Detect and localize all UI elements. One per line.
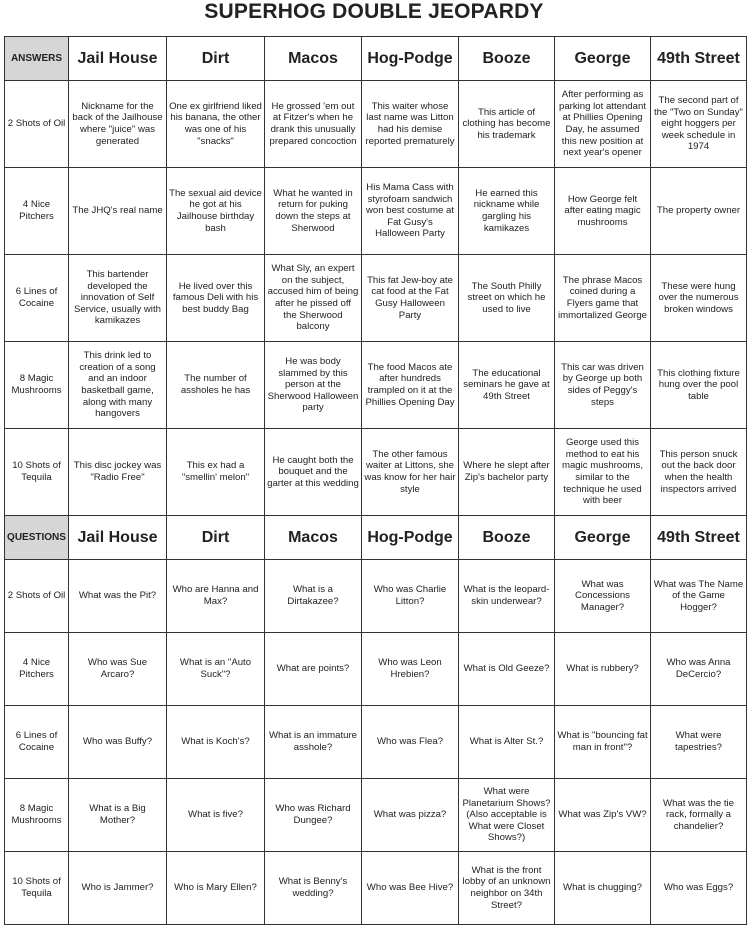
answers-row-label: 10 Shots of Tequila <box>5 429 69 516</box>
question-cell: What is the leopard-skin underwear? <box>459 560 555 633</box>
question-cell: What were Planetarium Shows? (Also acceptable is What were Closet Shows?) <box>459 779 555 852</box>
answer-cell: The educational seminars he gave at 49th Street <box>459 342 555 429</box>
question-cell: Who was Richard Dungee? <box>265 779 362 852</box>
question-cell: What was the tie rack, formally a chandelier? <box>651 779 747 852</box>
questions-category-header: Dirt <box>167 516 265 560</box>
question-cell: What is rubbery? <box>555 633 651 706</box>
answer-cell: This person snuck out the back door when the health inspectors arrived <box>651 429 747 516</box>
questions-row <box>5 560 747 633</box>
question-cell: What is Koch's? <box>167 706 265 779</box>
answer-cell: He was body slammed by this person at the Sherwood Halloween party <box>265 342 362 429</box>
answer-cell: This car was driven by George up both sides of Peggy's steps <box>555 342 651 429</box>
question-cell: Who are Hanna and Max? <box>167 560 265 633</box>
questions-row <box>5 706 747 779</box>
question-cell: Who was Flea? <box>362 706 459 779</box>
answer-cell: He lived over this famous Deli with his best buddy Bag <box>167 255 265 342</box>
questions-row-label: 10 Shots of Tequila <box>5 852 69 925</box>
questions-category-header: Macos <box>265 516 362 560</box>
questions-category-header: Hog-Podge <box>362 516 459 560</box>
question-cell: What is a Big Mother? <box>69 779 167 852</box>
answers-row <box>5 81 747 168</box>
question-cell: What is five? <box>167 779 265 852</box>
question-cell: What were tapestries? <box>651 706 747 779</box>
questions-corner-label: QUESTIONS <box>5 516 69 560</box>
answer-cell: The other famous waiter at Littons, she was know for her hair style <box>362 429 459 516</box>
answers-category-header: George <box>555 37 651 81</box>
question-cell: What was Zip's VW? <box>555 779 651 852</box>
questions-category-header: Booze <box>459 516 555 560</box>
question-cell: What is a Dirtakazee? <box>265 560 362 633</box>
questions-category-header: Jail House <box>69 516 167 560</box>
page-title: SUPERHOG DOUBLE JEOPARDY <box>204 0 544 23</box>
answer-cell: This article of clothing has become his trademark <box>459 81 555 168</box>
answer-cell: The sexual aid device he got at his Jailhouse birthday bash <box>167 168 265 255</box>
questions-row <box>5 852 747 925</box>
question-cell: Who was Buffy? <box>69 706 167 779</box>
answer-cell: This clothing fixture hung over the pool table <box>651 342 747 429</box>
questions-board <box>4 515 747 925</box>
question-cell: What was pizza? <box>362 779 459 852</box>
question-cell: What is chugging? <box>555 852 651 925</box>
answer-cell: How George felt after eating magic mushrooms <box>555 168 651 255</box>
answers-row <box>5 342 747 429</box>
questions-category-header: George <box>555 516 651 560</box>
questions-header-row <box>5 516 747 560</box>
question-cell: Who was Sue Arcaro? <box>69 633 167 706</box>
answer-cell: This drink led to creation of a song and an indoor basketball game, along with many hangovers <box>69 342 167 429</box>
questions-category-header: 49th Street <box>651 516 747 560</box>
answer-cell: This fat Jew-boy ate cat food at the Fat Gusy Halloween Party <box>362 255 459 342</box>
answers-header-row <box>5 37 747 81</box>
answer-cell: One ex girlfriend liked his banana, the other was one of his "snacks" <box>167 81 265 168</box>
questions-row-label: 4 Nice Pitchers <box>5 633 69 706</box>
question-cell: What is Alter St.? <box>459 706 555 779</box>
answer-cell: He earned this nickname while gargling his kamikazes <box>459 168 555 255</box>
answer-cell: This ex had a "smellin' melon" <box>167 429 265 516</box>
answer-cell: His Mama Cass with styrofoam sandwich won best costume at Fat Gusy's Halloween Party <box>362 168 459 255</box>
answer-cell: What he wanted in return for puking down the steps at Sherwood <box>265 168 362 255</box>
answer-cell: He grossed 'em out at Fitzer's when he drank this unusually prepared concoction <box>265 81 362 168</box>
questions-row-label: 2 Shots of Oil <box>5 560 69 633</box>
answers-category-header: 49th Street <box>651 37 747 81</box>
answer-cell: What Sly, an expert on the subject, accused him of being after he pissed off the Sherwood balcony <box>265 255 362 342</box>
question-cell: Who was Eggs? <box>651 852 747 925</box>
question-cell: What is an immature asshole? <box>265 706 362 779</box>
answers-category-header: Macos <box>265 37 362 81</box>
answers-row-label: 6 Lines of Cocaine <box>5 255 69 342</box>
question-cell: Who is Mary Ellen? <box>167 852 265 925</box>
answers-row-label: 4 Nice Pitchers <box>5 168 69 255</box>
question-cell: What was Concessions Manager? <box>555 560 651 633</box>
answer-cell: These were hung over the numerous broken windows <box>651 255 747 342</box>
questions-row <box>5 779 747 852</box>
answers-row <box>5 429 747 516</box>
question-cell: What was The Name of the Game Hogger? <box>651 560 747 633</box>
answers-row <box>5 168 747 255</box>
answer-cell: The South Philly street on which he used to live <box>459 255 555 342</box>
question-cell: Who was Charlie Litton? <box>362 560 459 633</box>
answer-cell: Where he slept after Zip's bachelor party <box>459 429 555 516</box>
answer-cell: He caught both the bouquet and the garter at this wedding <box>265 429 362 516</box>
answer-cell: The second part of the "Two on Sunday" eight hoggers per week schedule in 1974 <box>651 81 747 168</box>
answer-cell: This disc jockey was "Radio Free" <box>69 429 167 516</box>
question-cell: Who was Leon Hrebien? <box>362 633 459 706</box>
answer-cell: This waiter whose last name was Litton had his demise reported prematurely <box>362 81 459 168</box>
answers-row <box>5 255 747 342</box>
question-cell: Who was Anna DeCercio? <box>651 633 747 706</box>
question-cell: What is Old Geeze? <box>459 633 555 706</box>
answers-category-header: Booze <box>459 37 555 81</box>
answers-category-header: Jail House <box>69 37 167 81</box>
question-cell: What is Benny's wedding? <box>265 852 362 925</box>
answer-cell: George used this method to eat his magic mushrooms, similar to the technique he used with beer <box>555 429 651 516</box>
answer-cell: Nickname for the back of the Jailhouse where "juice" was generated <box>69 81 167 168</box>
question-cell: What was the Pit? <box>69 560 167 633</box>
answer-cell: The food Macos ate after hundreds trampled on it at the Phillies Opening Day <box>362 342 459 429</box>
question-cell: Who was Bee Hive? <box>362 852 459 925</box>
question-cell: What is "bouncing fat man in front"? <box>555 706 651 779</box>
answers-corner-label: ANSWERS <box>5 37 69 81</box>
questions-row <box>5 633 747 706</box>
answer-cell: After performing as parking lot attendant at Phillies Opening Day, he assumed this new position at next year's opener <box>555 81 651 168</box>
questions-row-label: 8 Magic Mushrooms <box>5 779 69 852</box>
answer-cell: The property owner <box>651 168 747 255</box>
answers-row-label: 8 Magic Mushrooms <box>5 342 69 429</box>
answers-category-header: Hog-Podge <box>362 37 459 81</box>
answers-board <box>4 36 747 516</box>
answer-cell: This bartender developed the innovation of Self Service, usually with kamikazes <box>69 255 167 342</box>
answer-cell: The number of assholes he has <box>167 342 265 429</box>
question-cell: What is an "Auto Suck"? <box>167 633 265 706</box>
question-cell: What is the front lobby of an unknown neighbor on 34th Street? <box>459 852 555 925</box>
question-cell: What are points? <box>265 633 362 706</box>
questions-row-label: 6 Lines of Cocaine <box>5 706 69 779</box>
question-cell: Who is Jammer? <box>69 852 167 925</box>
answers-category-header: Dirt <box>167 37 265 81</box>
answers-row-label: 2 Shots of Oil <box>5 81 69 168</box>
answer-cell: The phrase Macos coined during a Flyers game that immortalized George <box>555 255 651 342</box>
answer-cell: The JHQ's real name <box>69 168 167 255</box>
